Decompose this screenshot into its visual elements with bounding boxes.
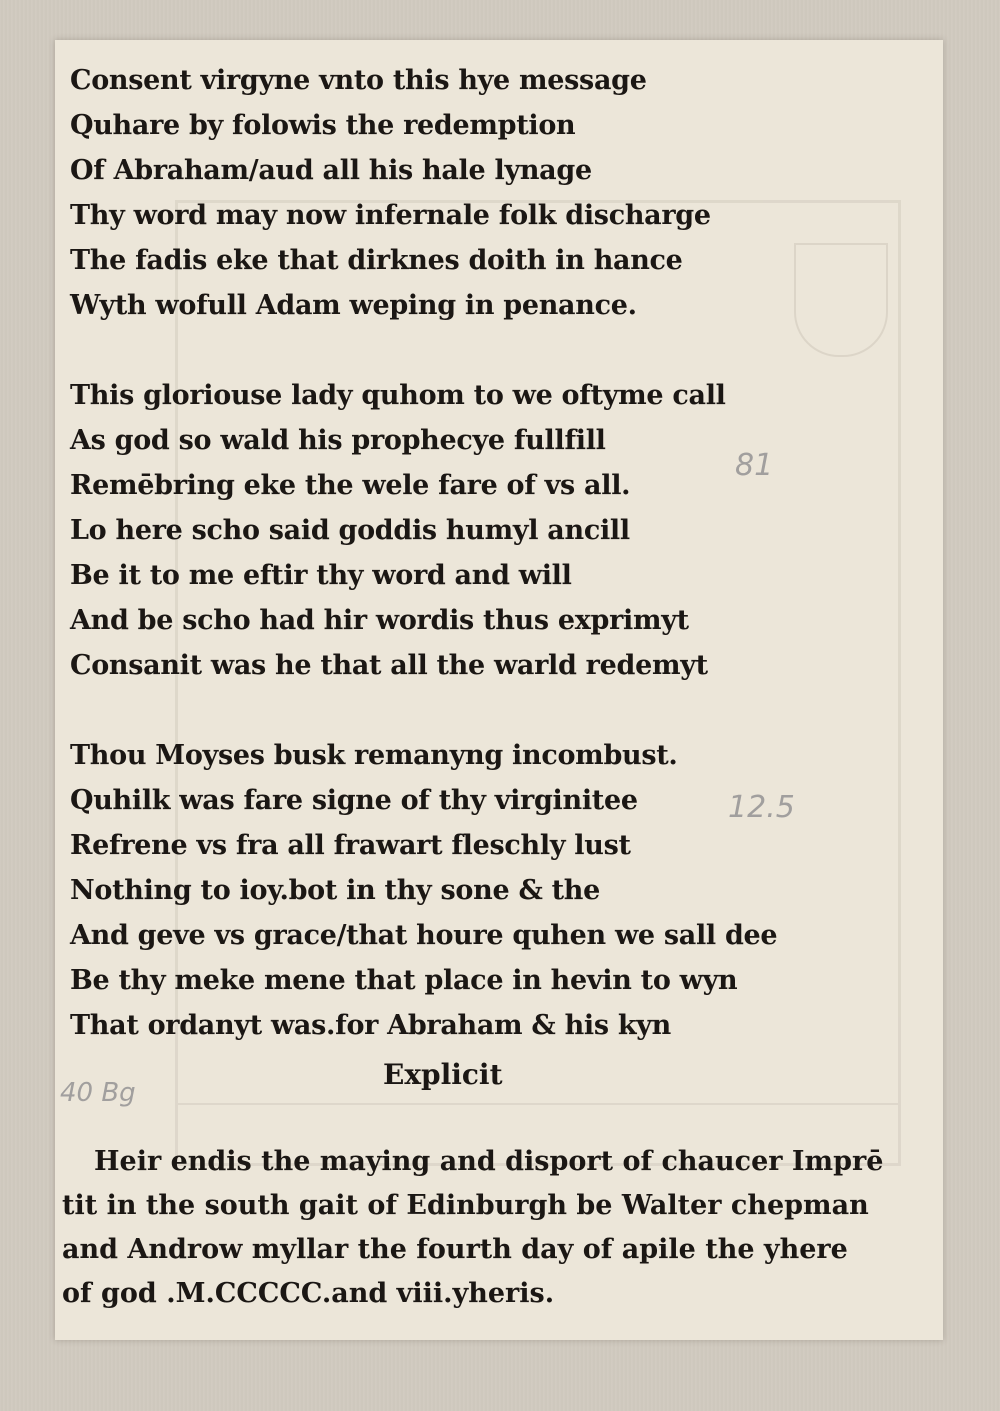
stanza-3 <box>70 733 950 1048</box>
verse-line: Quhare by folowis the redemption <box>70 110 576 141</box>
verse-line: Wyth wofull Adam weping in penance. <box>70 290 637 321</box>
verse-line: Thy word may now infernale folk discharge <box>70 200 711 231</box>
verse-line: Nothing to ioy.bot in thy sone & the <box>70 875 601 906</box>
verse-line: Refrene vs fra all frawart fleschly lust <box>70 830 631 861</box>
verse-line: This gloriouse lady quhom to we oftyme call <box>70 380 726 411</box>
colophon-line: tit in the south gait of Edinburgh be Walter chepman <box>62 1190 869 1221</box>
colophon-line: and Androw myllar the fourth day of apile the yhere <box>62 1234 848 1265</box>
explicit-heading: Explicit <box>383 1058 503 1091</box>
verse-line: Of Abraham/aud all his hale lynage <box>70 155 592 186</box>
margin-note-annotation: 40 Bg <box>60 1078 136 1108</box>
verse-line: And geve vs grace/that houre quhen we sall dee <box>70 920 778 951</box>
verse-line: Thou Moyses busk remanyng incombust. <box>70 740 678 771</box>
poem-text <box>70 58 950 1048</box>
verse-line: Consanit was he that all the warld redemyt <box>70 650 708 681</box>
colophon-line: of god .M.CCCCC.and viii.yheris. <box>62 1278 555 1309</box>
verse-line: Be thy meke mene that place in hevin to wyn <box>70 965 738 996</box>
verse-line: And be scho had hir wordis thus exprimyt <box>70 605 689 636</box>
verse-line: Be it to me eftir thy word and will <box>70 560 572 591</box>
stanza-1 <box>70 58 950 328</box>
colophon-line: Heir endis the maying and disport of chaucer Imprē <box>94 1146 884 1177</box>
folio-number-annotation: 81 <box>735 448 774 483</box>
colophon <box>62 1140 942 1316</box>
shelf-mark-annotation: 12.5 <box>728 790 795 825</box>
stanza-gap <box>70 688 950 733</box>
verse-line: Lo here scho said goddis humyl ancill <box>70 515 630 546</box>
verse-line: That ordanyt was.for Abraham & his kyn <box>70 1010 672 1041</box>
verse-line: Quhilk was fare signe of thy virginitee <box>70 785 638 816</box>
verse-line: Remēbring eke the wele fare of vs all. <box>70 470 631 501</box>
stanza-2 <box>70 373 950 688</box>
stanza-gap <box>70 328 950 373</box>
verse-line: The fadis eke that dirknes doith in hance <box>70 245 683 276</box>
verse-line: Consent virgyne vnto this hye message <box>70 65 647 96</box>
verse-line: As god so wald his prophecye fullfill <box>70 425 606 456</box>
